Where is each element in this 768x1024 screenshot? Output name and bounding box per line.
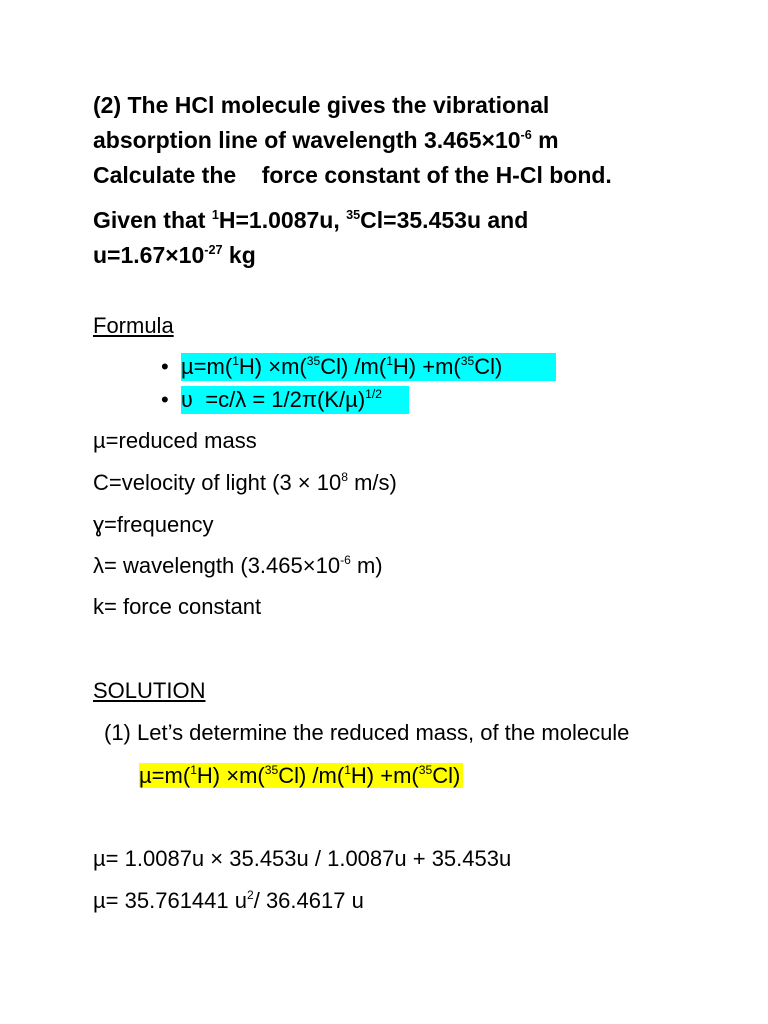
solution-step-1: (1) Let’s determine the reduced mass, of the molecule bbox=[104, 720, 630, 745]
formula-text: H) ×m( bbox=[196, 763, 265, 788]
exponent: -6 bbox=[340, 552, 351, 567]
bullet-icon: • bbox=[161, 354, 169, 379]
problem-text: Cl=35.453u and bbox=[360, 207, 529, 233]
problem-text: m bbox=[531, 127, 559, 153]
formula-text: µ=m( bbox=[181, 354, 233, 379]
mass-number: 1 bbox=[190, 762, 197, 777]
formula-reduced-mass bbox=[181, 352, 502, 382]
formula-text: Cl) /m( bbox=[278, 763, 345, 788]
formula-frequency bbox=[181, 385, 382, 415]
calculation-line-2 bbox=[93, 886, 364, 916]
mass-number: 35 bbox=[346, 207, 361, 222]
formula-text: H) ×m( bbox=[238, 354, 307, 379]
definition-text: C=velocity of light (3 × 10 bbox=[93, 470, 342, 495]
formula-text: Cl) /m( bbox=[320, 354, 387, 379]
problem-line-1 bbox=[93, 90, 549, 120]
exponent: 1/2 bbox=[365, 386, 382, 401]
problem-line-3 bbox=[93, 160, 612, 190]
exponent: -27 bbox=[204, 242, 223, 257]
problem-text: u=1.67×10 bbox=[93, 242, 205, 268]
definition-text: m) bbox=[350, 553, 383, 578]
calculation-line-1: µ= 1.0087u × 35.453u / 1.0087u + 35.453u bbox=[93, 846, 512, 871]
mass-number: 35 bbox=[418, 762, 433, 777]
definition-lambda bbox=[93, 551, 383, 581]
exponent: -6 bbox=[520, 127, 532, 142]
problem-text: (2) The HCl molecule gives the vibrational bbox=[93, 92, 550, 118]
problem-text: Calculate the force constant of the H-Cl bond. bbox=[93, 162, 612, 188]
mass-number: 1 bbox=[232, 353, 239, 368]
mass-number: 1 bbox=[344, 762, 351, 777]
problem-text: Given that bbox=[93, 207, 212, 233]
mass-number: 1 bbox=[211, 207, 219, 222]
formula-heading: Formula bbox=[93, 313, 174, 338]
mass-number: 1 bbox=[386, 353, 393, 368]
formula-text: ʋ =c/λ = 1/2π(K/µ) bbox=[181, 387, 366, 412]
calculation-text: µ= 35.761441 u bbox=[93, 888, 247, 913]
calculation-text: / 36.4617 u bbox=[253, 888, 364, 913]
definition-text: m/s) bbox=[347, 470, 397, 495]
definition-mu: µ=reduced mass bbox=[93, 428, 257, 453]
problem-line-4 bbox=[93, 205, 528, 235]
formula-text: H) +m( bbox=[350, 763, 419, 788]
exponent: 8 bbox=[341, 469, 348, 484]
problem-text: kg bbox=[222, 242, 256, 268]
bullet-icon: • bbox=[161, 387, 169, 412]
problem-line-5 bbox=[93, 240, 256, 270]
formula-text: µ=m( bbox=[139, 763, 191, 788]
problem-text: H=1.0087u, bbox=[218, 207, 347, 233]
solution-heading: SOLUTION bbox=[93, 678, 206, 703]
mass-number: 35 bbox=[460, 353, 475, 368]
exponent: 2 bbox=[246, 887, 254, 902]
solution-formula bbox=[139, 761, 463, 791]
definition-c bbox=[93, 468, 397, 498]
definition-text: λ= wavelength (3.465×10 bbox=[93, 553, 341, 578]
formula-text: H) +m( bbox=[392, 354, 461, 379]
formula-text: Cl) bbox=[432, 763, 461, 788]
problem-line-2 bbox=[93, 125, 559, 155]
definition-frequency: ɣ=frequency bbox=[93, 512, 214, 537]
mass-number: 35 bbox=[264, 762, 279, 777]
problem-text: absorption line of wavelength 3.465×10 bbox=[93, 127, 521, 153]
formula-text: Cl) bbox=[474, 354, 503, 379]
mass-number: 35 bbox=[306, 353, 321, 368]
definition-k: k= force constant bbox=[93, 594, 262, 619]
highlighted-formula bbox=[139, 763, 463, 788]
